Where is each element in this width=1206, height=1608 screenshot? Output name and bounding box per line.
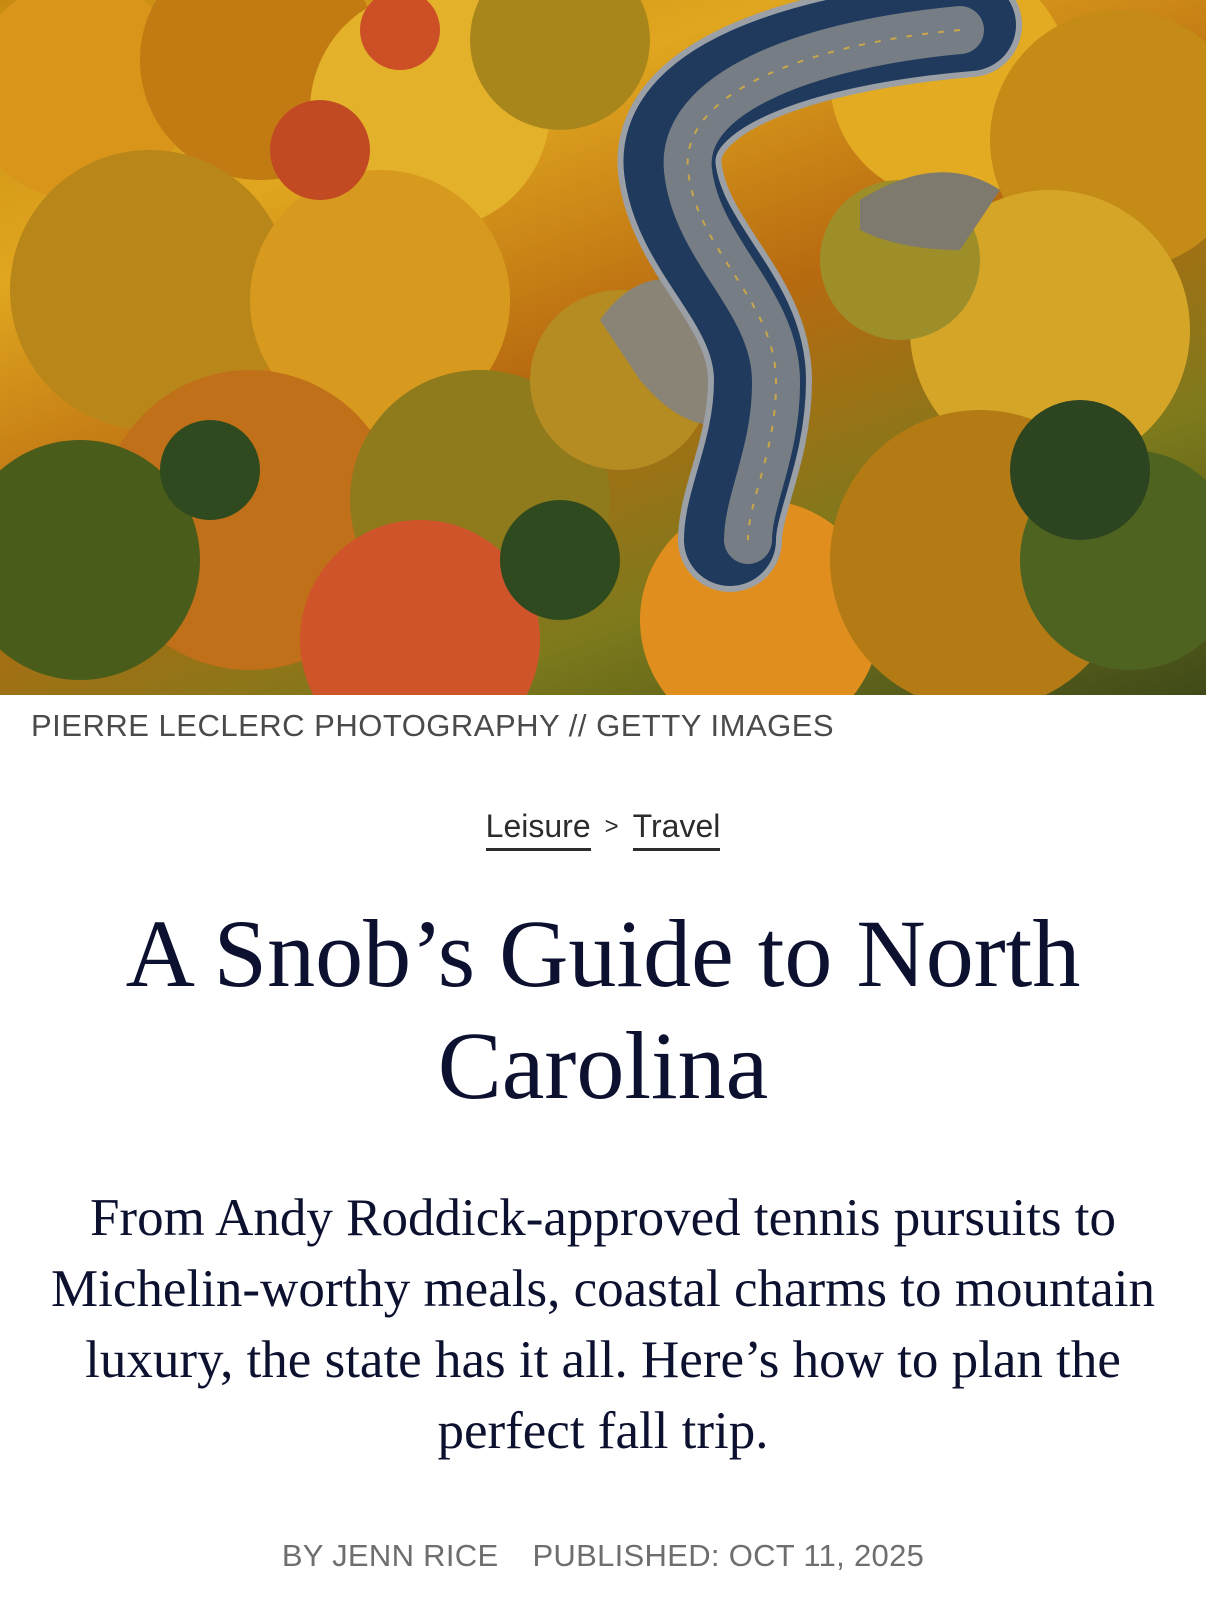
author-byline[interactable]: BY JENN RICE — [281, 1538, 499, 1573]
photo-credit: PIERRE LECLERC PHOTOGRAPHY // GETTY IMAGES — [31, 708, 835, 743]
hero-image — [0, 0, 1206, 695]
breadcrumb-separator: > — [604, 813, 619, 840]
breadcrumb-travel-link[interactable]: Travel — [633, 808, 721, 851]
article-title: A Snob’s Guide to North Carolina — [125, 900, 1081, 1119]
publish-date: PUBLISHED: OCT 11, 2025 — [532, 1538, 925, 1573]
breadcrumb-leisure-link[interactable]: Leisure — [486, 808, 591, 851]
article-dek: From Andy Roddick-approved tennis pursuits to Michelin-worthy meals, coastal charms to mountain luxury, the state has it all. Here’s how to plan the perfect fall trip. — [51, 1189, 1155, 1460]
hero-illustration — [0, 0, 1206, 695]
article-meta — [0, 1538, 1206, 1574]
breadcrumb — [0, 808, 1206, 845]
